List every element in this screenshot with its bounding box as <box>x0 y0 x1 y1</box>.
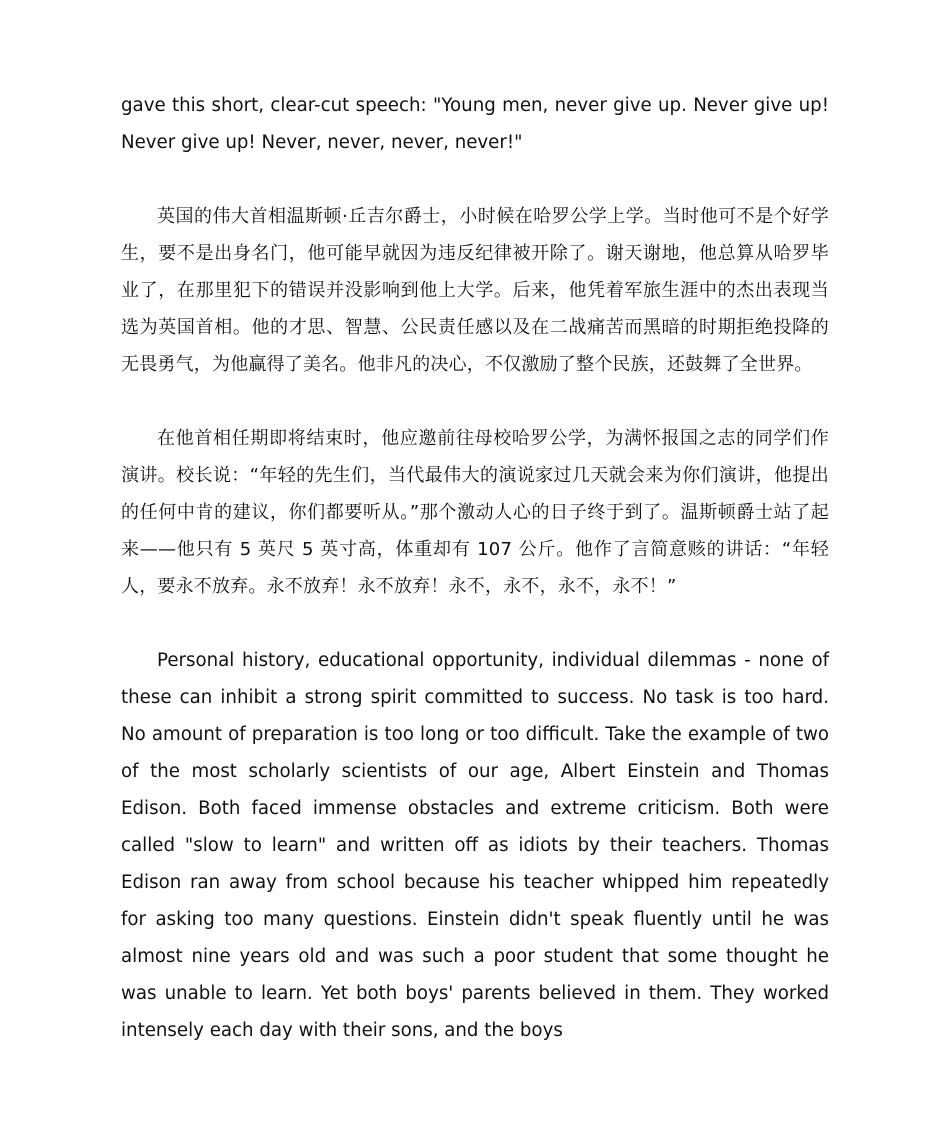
paragraph-speech-quote: gave this short, clear-cut speech: "Young men, never give up. Never give up! Never give up! Never, never, never, never!" <box>121 95 829 153</box>
paragraph-harrow-speech: 在他首相任期即将结束时，他应邀前往母校哈罗公学，为满怀报国之志的同学们作演讲。校长说：“年轻的先生们，当代最伟大的演说家过几天就会来为你们演讲，他提出的任何中肯的建议，你们都要听从。”那个激动人心的日子终于到了。温斯顿爵士站了起来——他只有 5 英尺 5 英寸高，体重却有 107 公斤。他作了言简意赅的讲话：“年轻人，要永不放弃。永不放弃！永不放弃！永不，永不，永不，永不！” <box>121 428 829 597</box>
paragraph-einstein-edison: Personal history, educational opportunity, individual dilemmas - none of these can inhibit a strong spirit committed to success. No task is too hard. No amount of preparation is too long or too difficult. Take the example of two of the most scholarly scientists of our age, Albert Einstein and Thomas Edison. Both faced immense obstacles and extreme criticism. Both were called "slow to learn" and written off as idiots by their teachers. Thomas Edison ran away from school because his teacher whipped him repeatedly for asking too many questions. Einstein didn't speak fluently until he was almost nine years old and was such a poor student that some thought he was unable to learn. Yet both boys' parents believed in them. They worked intensely each day with their sons, and the boys <box>121 650 829 1041</box>
document-page <box>121 87 829 1049</box>
paragraph-churchill-bio: 英国的伟大首相温斯顿·丘吉尔爵士，小时候在哈罗公学上学。当时他可不是个好学生，要不是出身名门，他可能早就因为违反纪律被开除了。谢天谢地，他总算从哈罗毕业了，在那里犯下的错误并没影响到他上大学。后来，他凭着军旅生涯中的杰出表现当选为英国首相。他的才思、智慧、公民责任感以及在二战痛苦而黑暗的时期拒绝投降的无畏勇气，为他赢得了美名。他非凡的决心，不仅激励了整个民族，还鼓舞了全世界。 <box>121 206 829 375</box>
